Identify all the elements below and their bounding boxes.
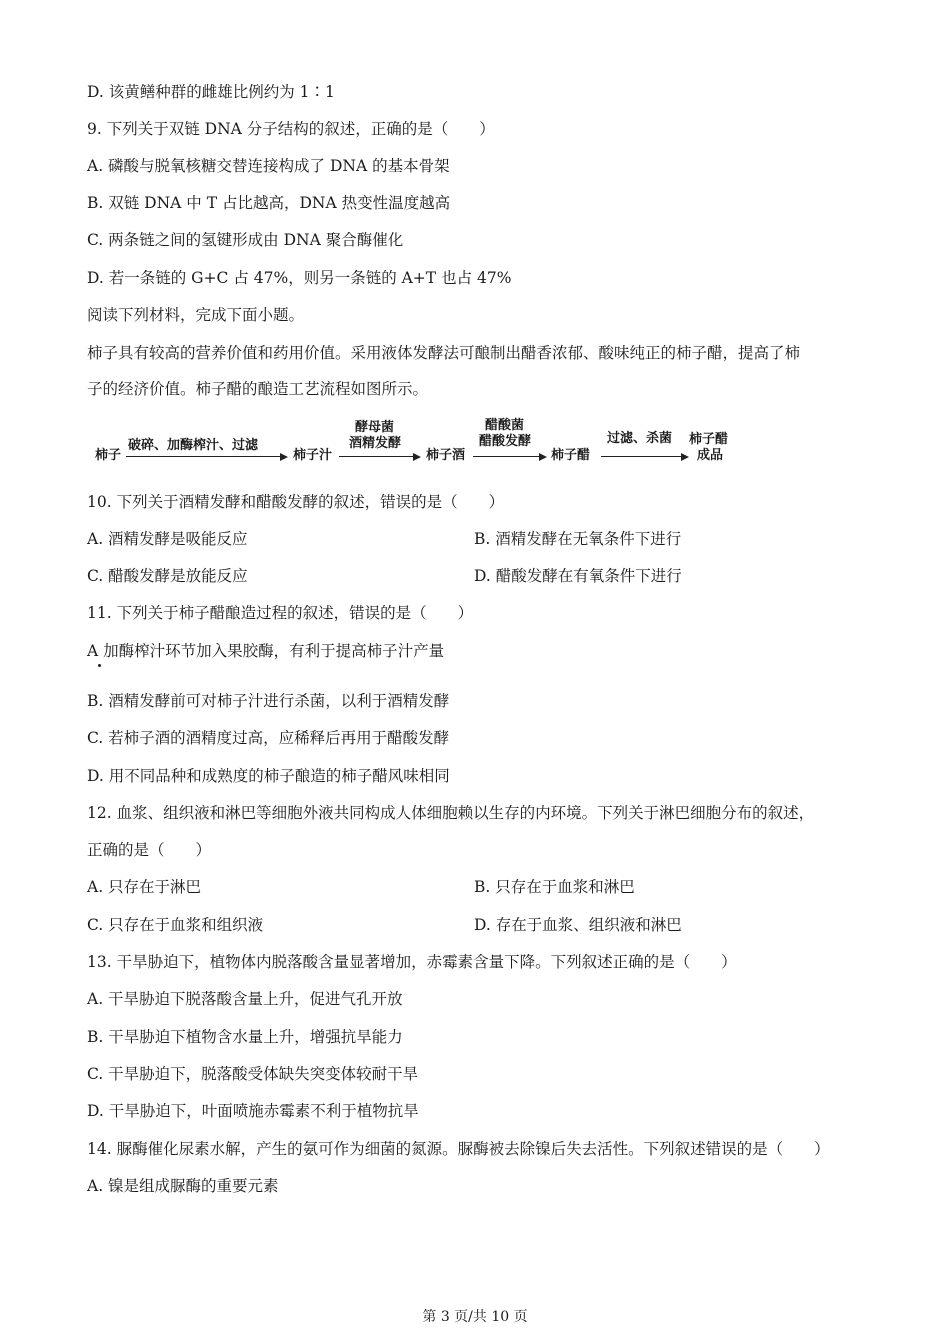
- process-flowchart: [93, 418, 743, 468]
- flow-node-juice: 柿子汁: [293, 448, 333, 463]
- flow-node-persimmon: 柿子: [95, 448, 122, 463]
- q10-stem: 10. 下列关于酒精发酵和醋酸发酵的叙述，错误的是（ ）: [87, 493, 505, 511]
- flow-arrow-1: [126, 456, 286, 457]
- material-line-2: 子的经济价值。柿子醋的酿造工艺流程如图所示。: [87, 380, 429, 398]
- flow-step-alcohol-fermentation: 酒精发酵: [349, 436, 402, 451]
- q8-option-d: D. 该黄鳝种群的雌雄比例约为 1∶1: [87, 83, 335, 101]
- q9-option-b: B. 双链 DNA 中 T 占比越高，DNA 热变性温度越高: [87, 194, 451, 212]
- q12-stem-line-2: 正确的是（ ）: [87, 841, 212, 859]
- q14-option-a: A. 镍是组成脲酶的重要元素: [87, 1177, 279, 1195]
- flow-node-wine: 柿子酒: [426, 448, 466, 463]
- flow-step-juicing: 破碎、加酶榨汁、过滤: [128, 438, 259, 453]
- q12-option-b: B. 只存在于血浆和淋巴: [474, 878, 635, 896]
- q10-option-c: C. 醋酸发酵是放能反应: [87, 567, 248, 585]
- flow-step-acetic-fermentation: 醋酸发酵: [479, 434, 532, 449]
- flow-arrow-2: [339, 456, 419, 457]
- q13-option-b: B. 干旱胁迫下植物含水量上升，增强抗旱能力: [87, 1028, 403, 1046]
- q9-option-d: D. 若一条链的 G+C 占 47%，则另一条链的 A+T 也占 47%: [87, 269, 512, 287]
- q10-option-d: D. 醋酸发酵在有氧条件下进行: [474, 567, 682, 585]
- flow-node-vinegar-product: 柿子醋: [689, 432, 729, 447]
- flow-step-yeast: 酵母菌: [355, 420, 395, 435]
- q12-option-c: C. 只存在于血浆和组织液: [87, 916, 264, 934]
- page-footer: 第 3 页/共 10 页: [422, 1309, 528, 1325]
- flow-arrow-4: [601, 456, 687, 457]
- q12-option-a: A. 只存在于淋巴: [87, 878, 202, 896]
- flow-step-acetobacter: 醋酸菌: [485, 418, 525, 433]
- q13-option-c: C. 干旱胁迫下，脱落酸受体缺失突变体较耐干旱: [87, 1065, 419, 1083]
- q9-option-a: A. 磷酸与脱氧核糖交替连接构成了 DNA 的基本骨架: [87, 157, 450, 175]
- q11-option-c: C. 若柿子酒的酒精度过高，应稀释后再用于醋酸发酵: [87, 729, 450, 747]
- q13-option-d: D. 干旱胁迫下，叶面喷施赤霉素不利于植物抗旱: [87, 1102, 419, 1120]
- material-line-1: 柿子具有较高的营养价值和药用价值。采用液体发酵法可酿制出醋香浓郁、酸味纯正的柿子醋，提高了柿: [87, 344, 801, 362]
- flow-node-vinegar: 柿子醋: [551, 448, 591, 463]
- q10-option-b: B. 酒精发酵在无氧条件下进行: [474, 530, 682, 548]
- q11-option-b: B. 酒精发酵前可对柿子汁进行杀菌，以利于酒精发酵: [87, 692, 450, 710]
- q11-option-a: A 加酶榨汁环节加入果胶酶，有利于提高柿子汁产量: [87, 642, 445, 660]
- q13-option-a: A. 干旱胁迫下脱落酸含量上升，促进气孔开放: [87, 990, 403, 1008]
- q10-option-a: A. 酒精发酵是吸能反应: [87, 530, 248, 548]
- q9-option-c: C. 两条链之间的氢键形成由 DNA 聚合酶催化: [87, 231, 404, 249]
- material-intro: 阅读下列材料，完成下面小题。: [87, 306, 305, 324]
- q12-option-d: D. 存在于血浆、组织液和淋巴: [474, 916, 682, 934]
- q12-stem-line-1: 12. 血浆、组织液和淋巴等细胞外液共同构成人体细胞赖以生存的内环境。下列关于淋巴细胞分布的叙述，: [87, 804, 815, 822]
- q11-stem: 11. 下列关于柿子醋酿造过程的叙述，错误的是（ ）: [87, 604, 474, 622]
- flow-arrow-3: [473, 456, 545, 457]
- q14-stem: 14. 脲酶催化尿素水解，产生的氨可作为细菌的氮源。脲酶被去除镍后失去活性。下列叙述错误的是（ ）: [87, 1140, 830, 1158]
- flow-node-finished-product: 成品: [697, 448, 724, 463]
- q11-option-a-dot: [98, 664, 101, 667]
- flow-step-filter-sterilize: 过滤、杀菌: [607, 431, 673, 446]
- q13-stem: 13. 干旱胁迫下，植物体内脱落酸含量显著增加，赤霉素含量下降。下列叙述正确的是（ ）: [87, 953, 737, 971]
- q9-stem: 9. 下列关于双链 DNA 分子结构的叙述，正确的是（ ）: [87, 120, 495, 138]
- q11-option-d: D. 用不同品种和成熟度的柿子酿造的柿子醋风味相同: [87, 767, 450, 785]
